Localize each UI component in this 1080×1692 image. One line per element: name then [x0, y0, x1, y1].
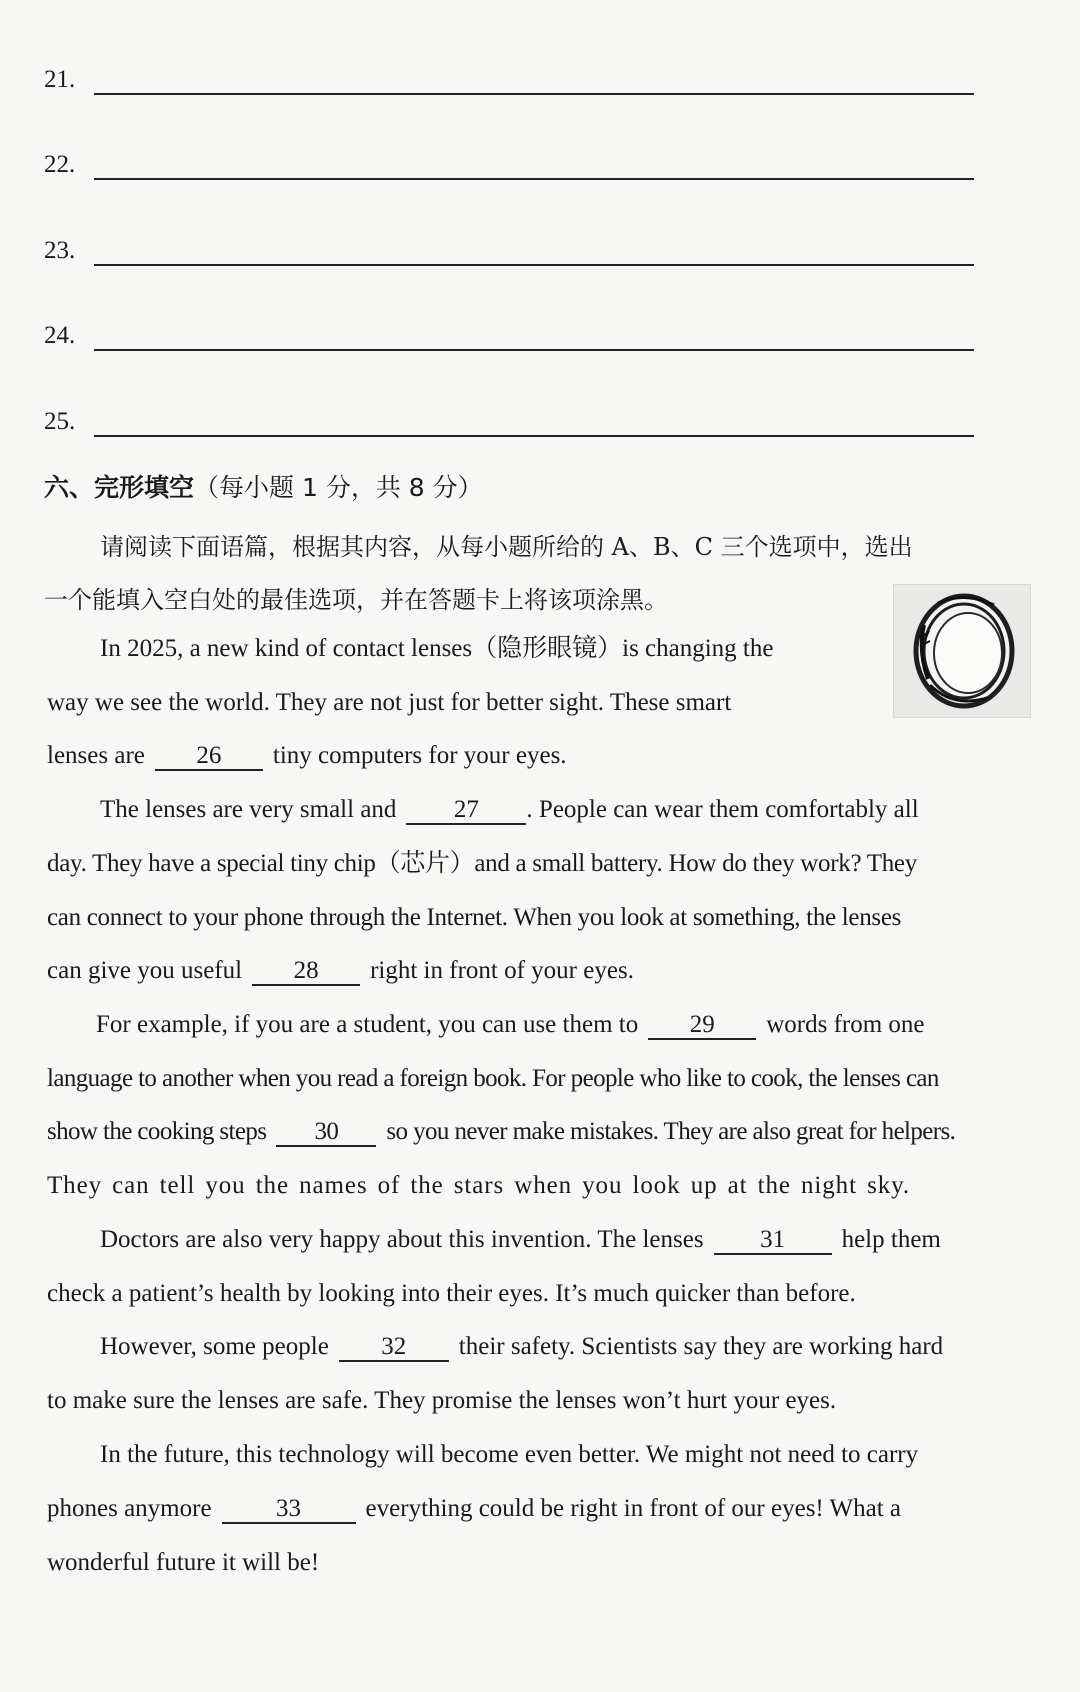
answer-line-22 [44, 151, 974, 191]
question-number: 21. [44, 66, 76, 93]
passage-line [47, 741, 1047, 771]
passage-text: can connect to your phone through the Internet. When you look at something, the lenses [47, 904, 902, 931]
passage-line [100, 634, 1080, 664]
passage-line [100, 1225, 1080, 1255]
passage-text: However, some people [100, 1333, 329, 1360]
passage-line [100, 795, 1080, 825]
passage-line [47, 1279, 1047, 1309]
passage-text: In the future, this technology will become even better. We might not need to carry [100, 1441, 919, 1468]
instruction-line-2: 一个能填入空白处的最佳选项，并在答题卡上将该项涂黑。 [44, 586, 668, 614]
passage-text: can give you useful [47, 957, 243, 984]
section-heading [44, 468, 483, 504]
answer-line-25 [44, 408, 974, 448]
question-number: 23. [44, 237, 76, 264]
section-score-note: （每小题 1 分，共 8 分） [194, 473, 483, 502]
passage-text: check a patient’s health by looking into their eyes. It’s much quicker than before. [47, 1280, 856, 1307]
passage-line [47, 1064, 1047, 1094]
passage-text: lenses are [47, 742, 145, 769]
passage-text: They can tell you the names of the stars when you look up at the night sky. [47, 1172, 911, 1199]
blank-26[interactable]: 26 [155, 743, 263, 771]
passage-text: words from one [766, 1011, 925, 1038]
passage-text: their safety. Scientists say they are working hard [458, 1333, 944, 1360]
passage-line [47, 1386, 1047, 1416]
passage-text: language to another when you read a foreign book. For people who like to cook, the lenses can [47, 1065, 939, 1092]
blank-30[interactable]: 30 [276, 1119, 376, 1147]
instruction-line-1: 请阅读下面语篇，根据其内容，从每小题所给的 A、B、C 三个选项中，选出 [100, 533, 913, 561]
passage-line [47, 903, 1047, 933]
passage-text: so you never make mistakes. They are also great for helpers. [386, 1118, 956, 1145]
blank-29[interactable]: 29 [648, 1012, 756, 1040]
blank-27[interactable]: 27 [406, 797, 526, 825]
passage-text: help them [841, 1226, 941, 1253]
passage-text: wonderful future it will be! [47, 1549, 320, 1576]
answer-line-21 [44, 66, 974, 106]
passage-text: phones anymore [47, 1495, 212, 1522]
passage-text: tiny computers for your eyes. [272, 742, 567, 769]
answer-line-24 [44, 322, 974, 362]
passage-line [47, 1548, 1047, 1578]
passage-line [100, 1332, 1080, 1362]
passage-text: way we see the world. They are not just for better sight. These smart [47, 689, 732, 716]
passage-line [47, 1171, 1047, 1201]
writing-line [94, 435, 974, 437]
passage-text: day. They have a special tiny chip（芯片）and a small battery. How do they work? They [47, 850, 917, 877]
writing-line [94, 264, 974, 266]
passage-line [47, 956, 1047, 986]
passage-text: In 2025, a new kind of contact lenses（隐形眼镜）is changing the [100, 635, 774, 662]
question-number: 24. [44, 322, 76, 349]
writing-line [94, 178, 974, 180]
passage-text: The lenses are very small and [100, 796, 397, 823]
blank-28[interactable]: 28 [252, 958, 360, 986]
passage-text: Doctors are also very happy about this invention. The lenses [100, 1226, 704, 1253]
writing-line [94, 93, 974, 95]
passage-text: everything could be right in front of our eyes! What a [365, 1495, 902, 1522]
question-number: 25. [44, 408, 76, 435]
passage-text: . People can wear them comfortably all [526, 796, 919, 823]
passage-text: to make sure the lenses are safe. They promise the lenses won’t hurt your eyes. [47, 1387, 837, 1414]
writing-line [94, 349, 974, 351]
blank-32[interactable]: 32 [339, 1334, 449, 1362]
blank-33[interactable]: 33 [222, 1496, 356, 1524]
passage-line [47, 688, 1047, 718]
section-title: 六、完形填空 [44, 473, 195, 502]
passage-line [47, 849, 1047, 879]
passage-line [47, 1117, 1047, 1147]
passage-line [47, 1494, 1047, 1524]
passage-text: right in front of your eyes. [370, 957, 634, 984]
passage-text: For example, if you are a student, you can use them to [96, 1011, 639, 1038]
passage-text: show the cooking steps [47, 1118, 267, 1145]
blank-31[interactable]: 31 [714, 1227, 832, 1255]
passage-line [96, 1010, 1080, 1040]
answer-line-23 [44, 237, 974, 277]
passage-line [100, 1440, 1080, 1470]
question-number: 22. [44, 151, 76, 178]
